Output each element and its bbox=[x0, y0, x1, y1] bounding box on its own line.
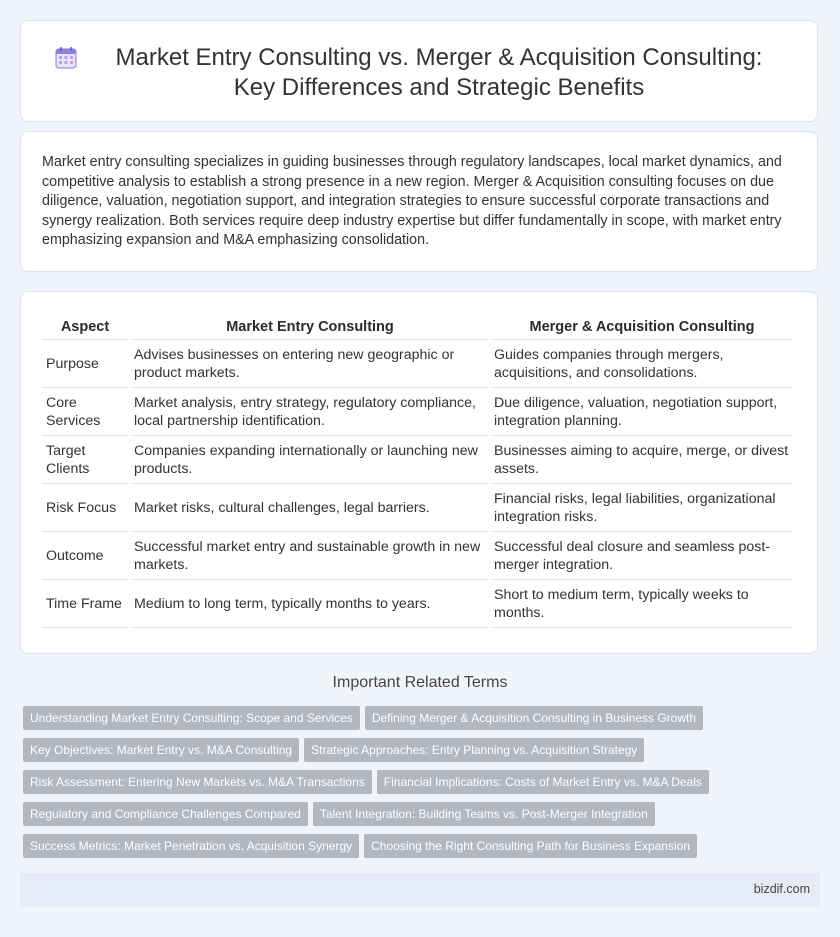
related-term-link[interactable]: Regulatory and Compliance Challenges Compared bbox=[23, 802, 308, 826]
aspect-cell: Time Frame bbox=[42, 580, 128, 628]
column-header-ma: Merger & Acquisition Consulting bbox=[492, 314, 792, 340]
related-terms-heading: Important Related Terms bbox=[332, 674, 508, 691]
comparison-card bbox=[20, 291, 818, 654]
comparison-table bbox=[38, 314, 796, 628]
ma-cell: Financial risks, legal liabilities, organizational integration risks. bbox=[492, 484, 792, 532]
related-term-link[interactable]: Choosing the Right Consulting Path for Business Expansion bbox=[364, 834, 697, 858]
column-header-aspect: Aspect bbox=[42, 314, 128, 340]
intro-card bbox=[20, 131, 818, 272]
table-row bbox=[42, 484, 792, 532]
ma-cell: Successful deal closure and seamless post-merger integration. bbox=[492, 532, 792, 580]
related-term-link[interactable]: Key Objectives: Market Entry vs. M&A Consulting bbox=[23, 738, 299, 762]
aspect-cell: Core Services bbox=[42, 388, 128, 436]
table-row bbox=[42, 532, 792, 580]
column-header-market-entry: Market Entry Consulting bbox=[132, 314, 488, 340]
ma-cell: Short to medium term, typically weeks to months. bbox=[492, 580, 792, 628]
market-entry-cell: Market analysis, entry strategy, regulatory compliance, local partnership identification. bbox=[132, 388, 488, 436]
table-header-row bbox=[42, 314, 792, 340]
table-row bbox=[42, 436, 792, 484]
related-term-link[interactable]: Defining Merger & Acquisition Consulting in Business Growth bbox=[365, 706, 703, 730]
market-entry-cell: Companies expanding internationally or launching new products. bbox=[132, 436, 488, 484]
page-title: Market Entry Consulting vs. Merger & Acquisition Consulting: Key Differences and Strategic Benefits bbox=[115, 44, 763, 101]
related-term-link[interactable]: Risk Assessment: Entering New Markets vs. M&A Transactions bbox=[23, 770, 372, 794]
ma-cell: Businesses aiming to acquire, merge, or divest assets. bbox=[492, 436, 792, 484]
aspect-cell: Risk Focus bbox=[42, 484, 128, 532]
related-term-link[interactable]: Talent Integration: Building Teams vs. Post-Merger Integration bbox=[313, 802, 655, 826]
table-row bbox=[42, 388, 792, 436]
market-entry-cell: Successful market entry and sustainable growth in new markets. bbox=[132, 532, 488, 580]
related-terms-list bbox=[23, 706, 813, 866]
aspect-cell: Purpose bbox=[42, 340, 128, 388]
intro-paragraph: Market entry consulting specializes in guiding businesses through regulatory landscapes, local market dynamics, and competitive analysis to establish a strong presence in a new region. Merger & Acquisition consulting focuses on due diligence, valuation, negotiation support, and integration strategies to ensure successful corporate transactions and synergy realization. Both services require deep industry expertise but differ fundamentally in scope, with market entry emphasizing expansion and M&A emphasizing consolidation. bbox=[42, 154, 782, 248]
table-row bbox=[42, 340, 792, 388]
related-term-link[interactable]: Strategic Approaches: Entry Planning vs. Acquisition Strategy bbox=[304, 738, 644, 762]
aspect-cell: Target Clients bbox=[42, 436, 128, 484]
title-card bbox=[20, 20, 818, 122]
market-entry-cell: Market risks, cultural challenges, legal barriers. bbox=[132, 484, 488, 532]
aspect-cell: Outcome bbox=[42, 532, 128, 580]
ma-cell: Guides companies through mergers, acquisitions, and consolidations. bbox=[492, 340, 792, 388]
related-term-link[interactable]: Success Metrics: Market Penetration vs. Acquisition Synergy bbox=[23, 834, 359, 858]
footer bbox=[20, 873, 820, 906]
related-term-link[interactable]: Understanding Market Entry Consulting: Scope and Services bbox=[23, 706, 360, 730]
market-entry-cell: Medium to long term, typically months to years. bbox=[132, 580, 488, 628]
footer-brand[interactable]: bizdif.com bbox=[753, 882, 810, 896]
table-row bbox=[42, 580, 792, 628]
related-term-link[interactable]: Financial Implications: Costs of Market Entry vs. M&A Deals bbox=[377, 770, 709, 794]
market-entry-cell: Advises businesses on entering new geographic or product markets. bbox=[132, 340, 488, 388]
ma-cell: Due diligence, valuation, negotiation support, integration planning. bbox=[492, 388, 792, 436]
